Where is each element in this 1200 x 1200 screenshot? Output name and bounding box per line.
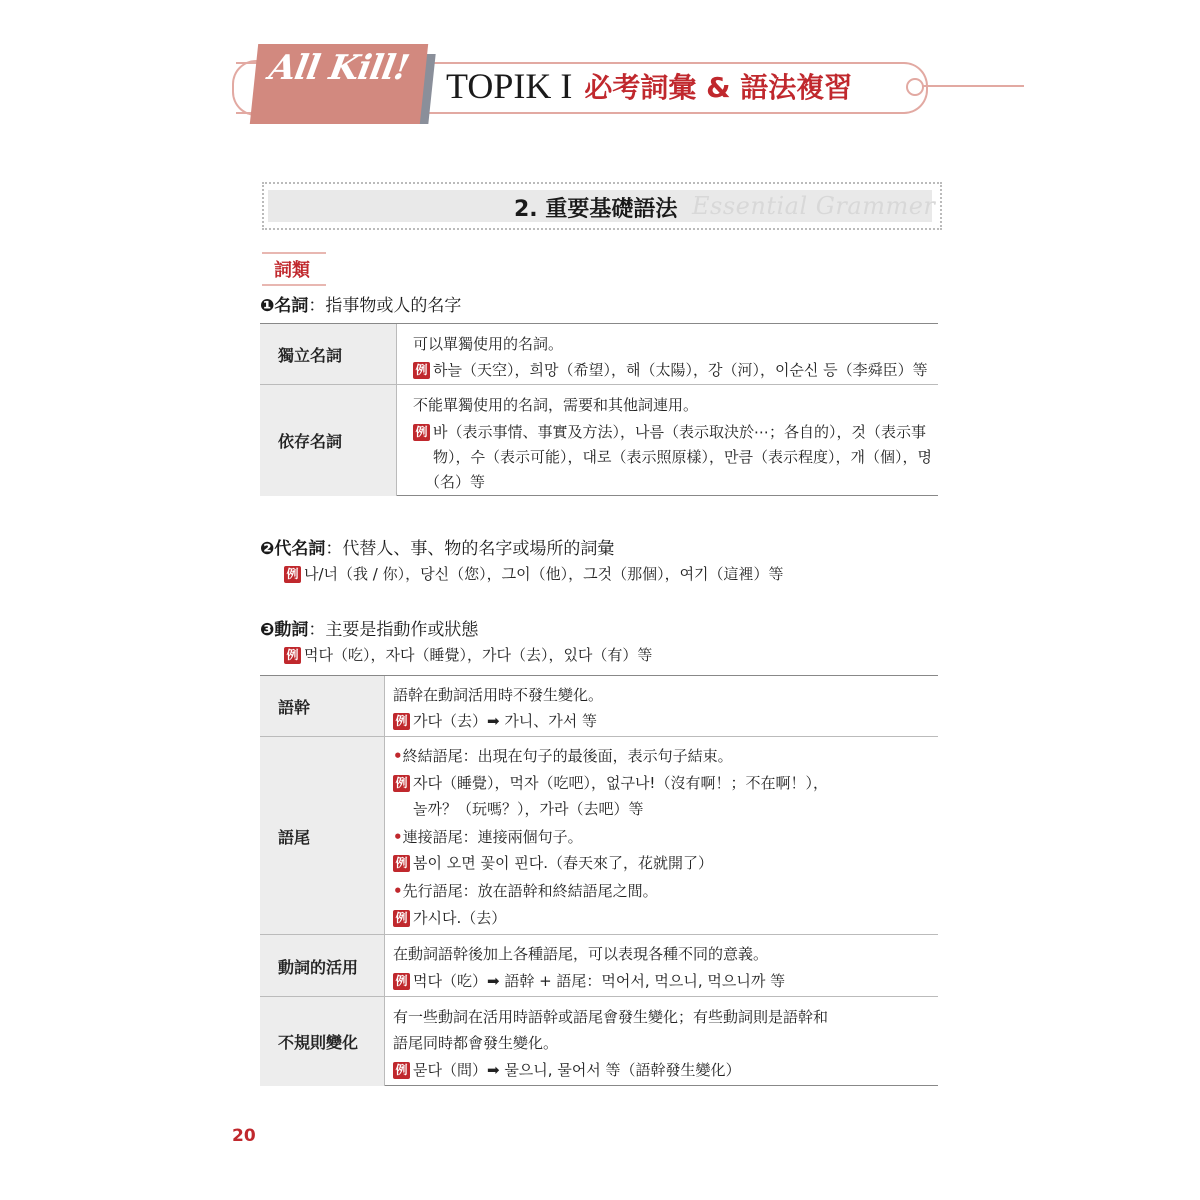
- row-example: 例 묻다（問）➡ 물으니, 물어서 等（語幹發生變化）: [393, 1059, 741, 1080]
- example-marker: 例: [284, 566, 301, 583]
- section-subtitle: Essential Grammer: [692, 192, 936, 220]
- row-example-cont: 物），수（表示可能），대로（表示照原樣），만큼（表示程度），개（個），명: [433, 448, 932, 466]
- table-row: [260, 934, 938, 997]
- example-marker: 例: [393, 1062, 410, 1079]
- page-number: 20: [232, 1126, 256, 1146]
- row-example: 例 먹다（吃）➡ 語幹 + 語尾：먹어서, 먹으니, 먹으니까 等: [393, 970, 785, 991]
- section-title: 2. 重要基礎語法: [514, 197, 678, 222]
- logo-text: All Kill!: [266, 48, 412, 88]
- heading-verbs: ❸動詞：主要是指動作或狀態: [260, 620, 479, 640]
- header-tail-line: [920, 85, 1024, 87]
- table-row: [260, 324, 938, 384]
- table-row: [260, 996, 938, 1086]
- row-example: 例 하늘（天空），희망（希望），해（太陽），강（河），이순신 등（李舜臣）等: [413, 359, 928, 380]
- bullet-item: •先行語尾：放在語幹和終結語尾之間。: [393, 882, 658, 900]
- verbs-example: 例 먹다（吃），자다（睡覺），가다（去），있다（有）等: [284, 644, 652, 665]
- all-kill-logo: [250, 44, 428, 124]
- table-row: [260, 676, 938, 736]
- row-label: 依存名詞: [260, 385, 397, 496]
- table-row: [260, 384, 938, 496]
- row-example-cont: 놀까？（玩嗎？），가라（去吧）等: [413, 800, 644, 818]
- row-desc: 可以單獨使用的名詞。: [413, 335, 564, 353]
- row-example: 例 봄이 오면 꽃이 핀다.（春天來了，花就開了）: [393, 852, 713, 873]
- header-dot: [906, 78, 924, 96]
- nouns-table: [260, 323, 938, 496]
- verbs-table: [260, 675, 938, 1086]
- example-marker: 例: [393, 775, 410, 792]
- row-label: 不規則變化: [260, 997, 385, 1086]
- heading-pronouns: ❷代名詞：代替人、事、物的名字或場所的詞彙: [260, 539, 615, 559]
- example-marker: 例: [284, 647, 301, 664]
- row-label: 語尾: [260, 737, 385, 935]
- row-desc: 語幹在動詞活用時不發生變化。: [393, 686, 604, 704]
- row-example: 例 바（表示事情、事實及方法），나름（表示取決於⋯；各自的），것（表示事: [413, 421, 926, 442]
- row-example: 例 자다（睡覺），먹자（吃吧），없구나!（沒有啊！；不在啊！），: [393, 772, 828, 793]
- row-label: 獨立名詞: [260, 324, 397, 384]
- bullet-item: •連接語尾：連接兩個句子。: [393, 828, 583, 846]
- row-example: 例 가시다.（去）: [393, 907, 506, 928]
- example-marker: 例: [393, 973, 410, 990]
- table-row: [260, 736, 938, 935]
- row-example: 例 가다（去）➡ 가니、가서 等: [393, 710, 597, 731]
- example-marker: 例: [393, 713, 410, 730]
- pronouns-example: 例 나/너（我 / 你），당신（您），그이（他），그것（那個），여기（這裡）等: [284, 563, 784, 584]
- example-marker: 例: [393, 910, 410, 927]
- header-title-zh: 必考詞彙 & 語法複習: [584, 71, 853, 104]
- example-marker: 例: [393, 855, 410, 872]
- header-title-en: TOPIK I: [446, 66, 573, 106]
- row-label: 動詞的活用: [260, 935, 385, 997]
- example-marker: 例: [413, 362, 430, 379]
- row-desc-cont: 語尾同時都會發生變化。: [393, 1034, 559, 1052]
- bullet-item: •終結語尾：出現在句子的最後面，表示句子結束。: [393, 747, 733, 765]
- row-label: 語幹: [260, 676, 385, 736]
- example-marker: 例: [413, 424, 430, 441]
- row-desc: 有一些動詞在活用時語幹或語尾會發生變化；有些動詞則是語幹和: [393, 1008, 829, 1026]
- row-desc: 在動詞語幹後加上各種語尾，可以表現各種不同的意義。: [393, 945, 769, 963]
- heading-nouns: ❶名詞：指事物或人的名字: [260, 296, 462, 316]
- page-header-title: [446, 64, 852, 108]
- category-label: 詞類: [262, 252, 326, 286]
- row-desc: 不能單獨使用的名詞，需要和其他詞連用。: [413, 396, 699, 414]
- row-example-cont: （名）等: [425, 473, 486, 491]
